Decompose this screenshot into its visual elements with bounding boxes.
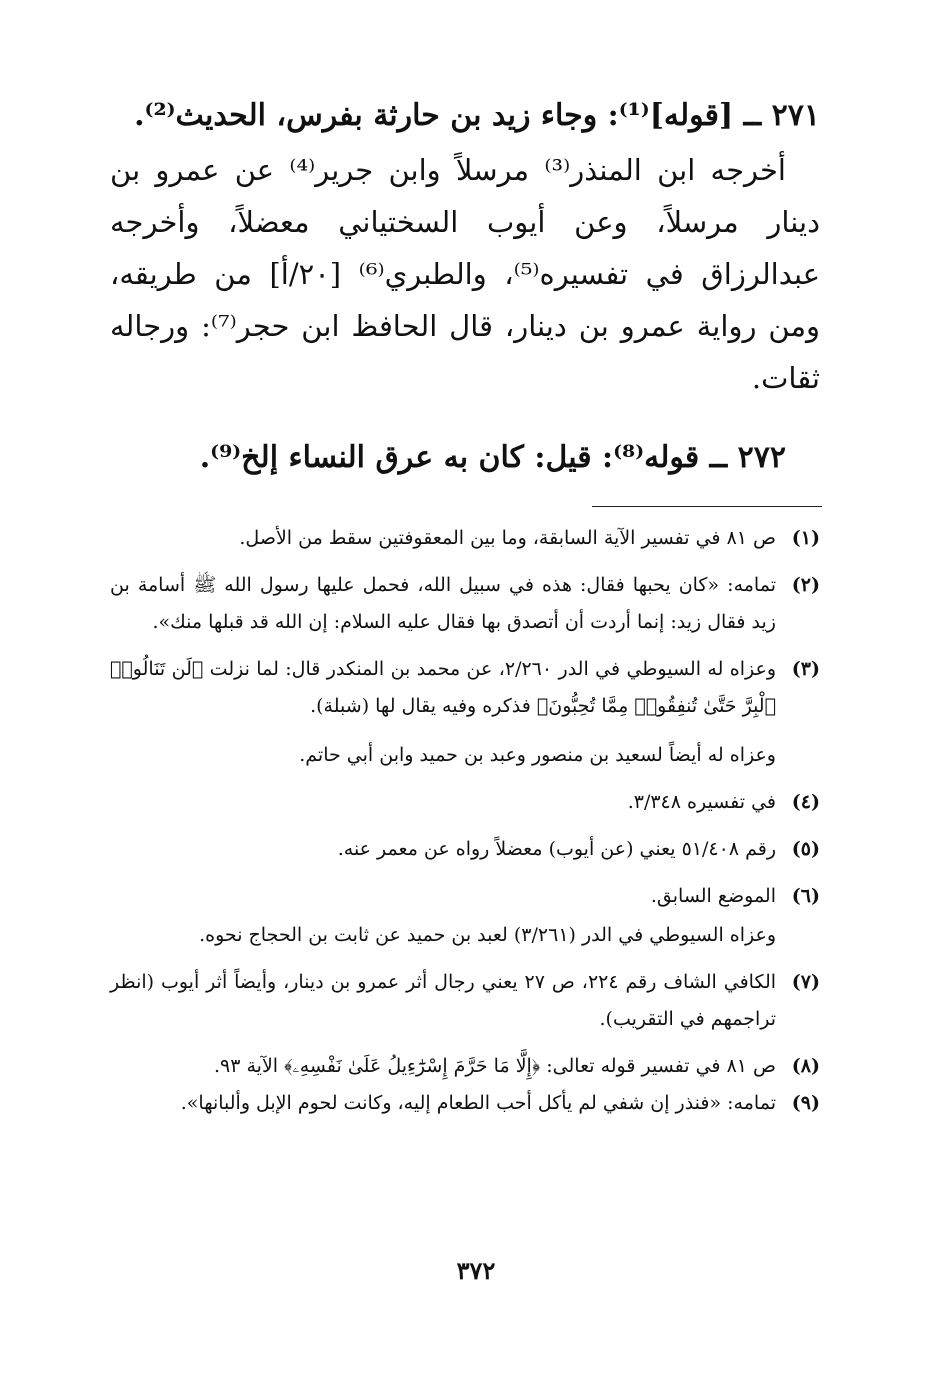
footnote-text: في تفسيره ٣/٣٤٨.: [627, 791, 776, 813]
footnote-text: الكافي الشاف رقم ٢٢٤، ص ٢٧ يعني رجال أثر عمرو بن دينار، وأيضاً أثر أيوب (انظر تراجمهم في التقريب).: [110, 971, 777, 1030]
footnote-number: (٢): [791, 574, 820, 596]
footnote-text: تمامه: «كان يحبها فقال: هذه في سبيل الله، فحمل عليها رسول الله ﷺ أسامة بن زيد فقال زيد: إنما أردت أن أتصدق بها فقال عليه السلام: إن الله قد قبلها منك».: [110, 574, 776, 633]
footnote-number: (٤): [791, 791, 820, 813]
entry-271-heading: ٢٧١ ــ [قوله]⁽¹⁾: وجاء زيد بن حارثة بفرس، الحديث⁽²⁾.: [134, 98, 820, 133]
footnote-number: (٣): [791, 658, 820, 680]
footnote-number: (٨): [791, 1055, 820, 1077]
footnote-1: [110, 520, 820, 557]
footnote-text: وعزاه السيوطي في الدر (٣/٢٦١) لعبد بن حميد عن ثابت بن الحجاج نحوه.: [199, 924, 776, 946]
footnote-number: (١): [791, 527, 820, 549]
footnote-7: [110, 964, 820, 1038]
footnote-number: (٦): [791, 885, 820, 907]
footnote-text: ص ٨١ في تفسير قوله تعالى: ﴿إِلَّا مَا حَرَّمَ إِسْرَٰٓءِيلُ عَلَىٰ نَفْسِهِۦ﴾ الآية ٩٣.: [213, 1055, 776, 1077]
footnote-text: وعزاه له أيضاً لسعيد بن منصور وعبد بن حميد وابن أبي حاتم.: [299, 744, 776, 766]
footnote-divider: [592, 506, 822, 507]
entry-271-paragraph: أخرجه ابن المنذر⁽³⁾ مرسلاً وابن جرير⁽⁴⁾ عن عمرو بن دينار مرسلاً، وعن أيوب السختياني معضلاً، وأخرجه عبدالرزاق في تفسيره⁽⁵⁾، والطبري⁽⁶⁾ [٢٠/أ] من طريقه، ومن رواية عمرو بن دينار، قال الحافظ ابن حجر⁽⁷⁾: ورجاله ثقات.: [110, 153, 821, 395]
footnote-text: الموضع السابق.: [650, 885, 776, 907]
footnote-number: (٥): [791, 838, 820, 860]
footnote-3: [110, 651, 820, 774]
footnote-text: ص ٨١ في تفسير الآية السابقة، وما بين المعقوفتين سقط من الأصل.: [239, 527, 776, 549]
footnote-number: (٩): [791, 1092, 820, 1114]
footnote-text: تمامه: «فنذر إن شفي لم يأكل أحب الطعام إليه، وكانت لحوم الإبل وألبانها».: [180, 1092, 776, 1114]
footnote-number: (٧): [791, 971, 820, 993]
footnote-9: [110, 1085, 820, 1122]
footnote-text: رقم ٥١/٤٠٨ يعني (عن أيوب) معضلاً رواه عن معمر عنه.: [337, 838, 776, 860]
footnote-4: [110, 784, 820, 821]
main-text: [110, 90, 820, 484]
page-number: ٣٧٢: [456, 1256, 496, 1285]
footnote-2: [110, 567, 820, 641]
footnote-6: [110, 878, 820, 954]
footnote-5: [110, 831, 820, 868]
footnotes: [110, 520, 820, 1132]
footnote-text: وعزاه له السيوطي في الدر ٢/٢٦٠، عن محمد بن المنكدر قال: لما نزلت ﴿لَن تَنَالُوا۟ ٱلْبِرَّ حَتَّىٰ تُنفِقُوا۟ مِمَّا تُحِبُّونَ﴾ فذكره وفيه يقال لها (شبلة).: [110, 658, 776, 717]
entry-272-heading: ٢٧٢ ــ قوله⁽⁸⁾: قيل: كان به عرق النساء إلخ⁽⁹⁾.: [199, 440, 786, 475]
footnote-8: [110, 1048, 820, 1085]
